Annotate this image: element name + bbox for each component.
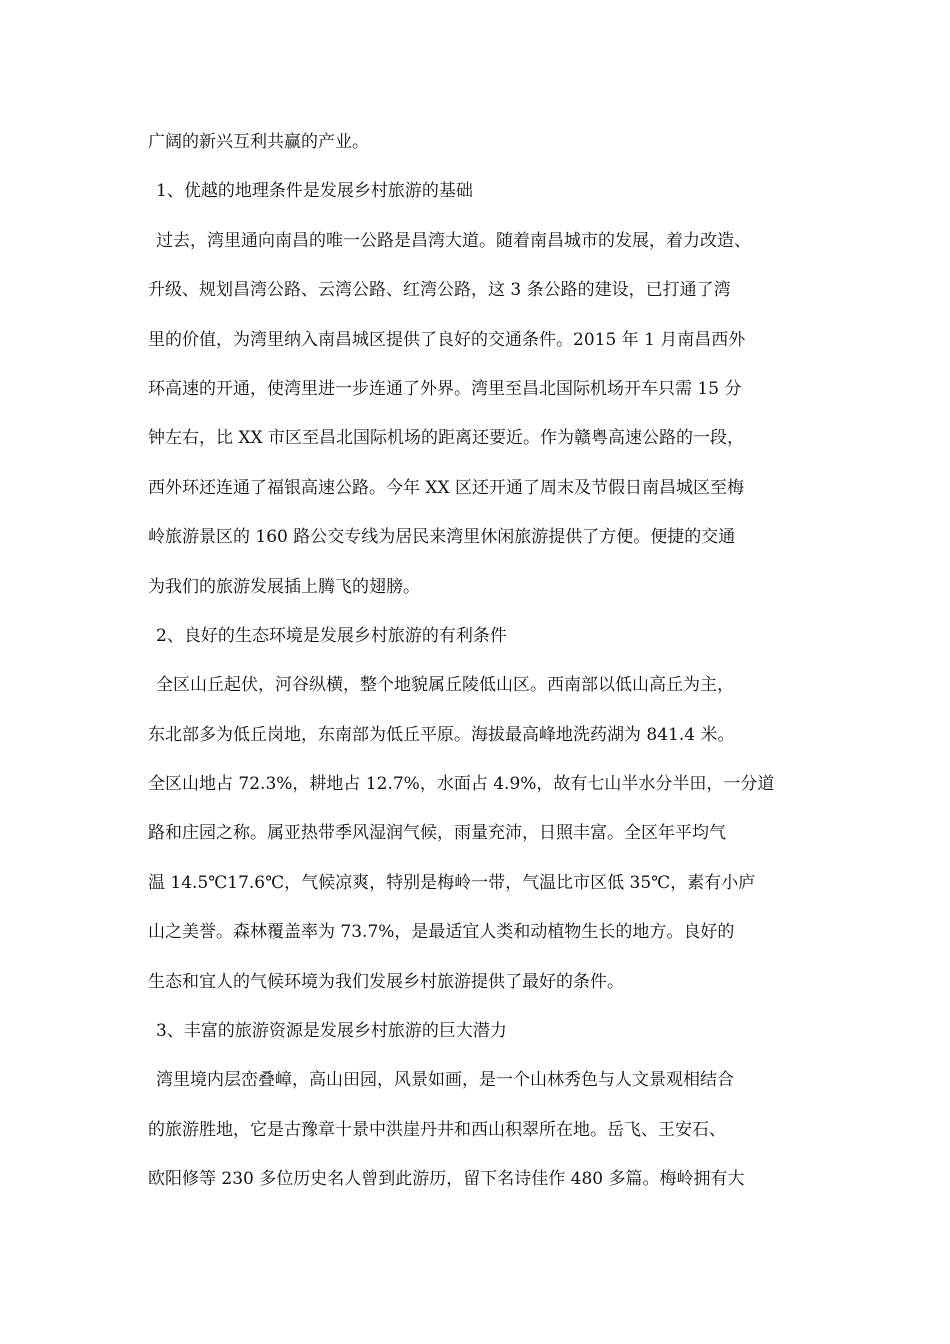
- section-heading: 1、优越的地理条件是发展乡村旅游的基础: [156, 181, 473, 202]
- text-line: 温 14.5℃17.6℃，气候凉爽，特别是梅岭一带，气温比市区低 35℃，素有小庐: [148, 872, 756, 893]
- paragraph-first-line: 过去，湾里通向南昌的唯一公路是昌湾大道。随着南昌城市的发展，着力改造、: [156, 230, 751, 251]
- document-body: [148, 118, 808, 1205]
- paragraph-first-line: 湾里境内层峦叠嶂，高山田园，风景如画，是一个山林秀色与人文景观相结合: [156, 1070, 734, 1091]
- section-heading: 2、良好的生态环境是发展乡村旅游的有利条件: [156, 625, 507, 646]
- text-line: 东北部多为低丘岗地，东南部为低丘平原。海拔最高峰地洗药湖为 841.4 米。: [148, 724, 735, 745]
- text-line: 升级、规划昌湾公路、云湾公路、红湾公路，这 3 条公路的建设，已打通了湾: [148, 280, 731, 301]
- text-line: 钟左右，比 XX 市区至昌北国际机场的距离还要近。作为赣粤高速公路的一段，: [148, 428, 745, 449]
- text-line: 环高速的开通，使湾里进一步连通了外界。湾里至昌北国际机场开车只需 15 分: [148, 378, 742, 399]
- text-line: 岭旅游景区的 160 路公交专线为居民来湾里休闲旅游提供了方便。便捷的交通: [148, 527, 736, 548]
- text-line: 里的价值，为湾里纳入南昌城区提供了良好的交通条件。2015 年 1 月南昌西外: [148, 329, 746, 350]
- text-line: 西外环还连通了福银高速公路。今年 XX 区还开通了周末及节假日南昌城区至梅: [148, 477, 745, 498]
- text-line: 全区山地占 72.3%，耕地占 12.7%，水面占 4.9%，故有七山半水分半田，一分道: [148, 774, 775, 795]
- text-line: 为我们的旅游发展插上腾飞的翅膀。: [148, 576, 420, 597]
- text-line: 路和庄园之称。属亚热带季风湿润气候，雨量充沛，日照丰富。全区年平均气: [148, 823, 726, 844]
- section-heading: 3、丰富的旅游资源是发展乡村旅游的巨大潜力: [156, 1021, 507, 1042]
- text-line: 欧阳修等 230 多位历史名人曾到此游历，留下名诗佳作 480 多篇。梅岭拥有大: [148, 1169, 745, 1190]
- text-line: 广阔的新兴互利共赢的产业。: [148, 132, 369, 152]
- text-line: 山之美誉。森林覆盖率为 73.7%，是最适宜人类和动植物生长的地方。良好的: [148, 922, 735, 943]
- text-line: 的旅游胜地，它是古豫章十景中洪崖丹井和西山积翠所在地。岳飞、王安石、: [148, 1119, 726, 1140]
- text-line: 生态和宜人的气候环境为我们发展乡村旅游提供了最好的条件。: [148, 971, 624, 992]
- paragraph-first-line: 全区山丘起伏，河谷纵横，整个地貌属丘陵低山区。西南部以低山高丘为主，: [156, 675, 734, 696]
